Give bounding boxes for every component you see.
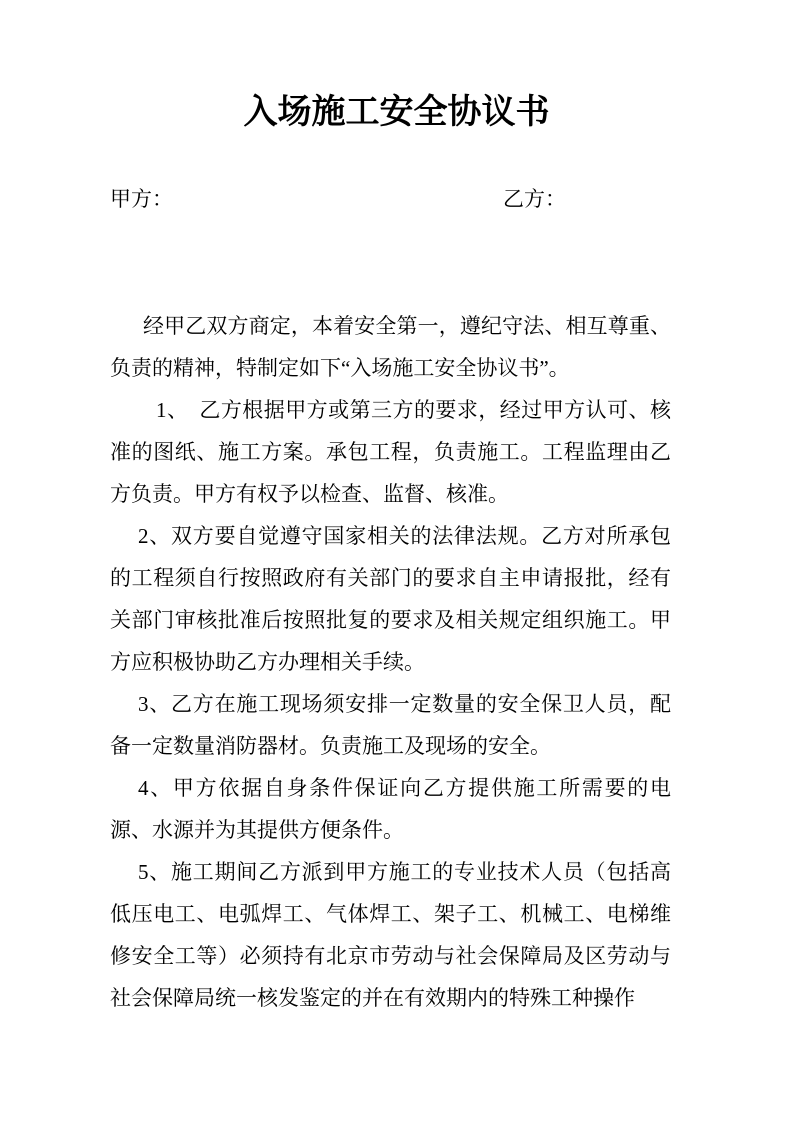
party-a-label: 甲方： [110,187,173,211]
document-title: 入场施工安全协议书 [243,94,550,131]
paragraph-clause-5: 5、施工期间乙方派到甲方施工的专业技术人员（包括高低压电工、电弧焊工、气体焊工、架子工、机械工、电梯维修安全工等）必须持有北京市劳动与社会保障局及区劳动与社会保障局统一核发鉴定的并在有效期内的特殊工种操作 [110,860,671,1010]
paragraph-clause-3: 3、乙方在施工现场须安排一定数量的安全保卫人员，配备一定数量消防器材。负责施工及现场的安全。 [110,692,671,758]
paragraph-clause-4: 4、甲方依据自身条件保证向乙方提供施工所需要的电源、水源并为其提供方便条件。 [110,776,671,842]
paragraph-intro: 经甲乙双方商定，本着安全第一，遵纪守法、相互尊重、负责的精神，特制定如下“入场施工安全协议书”。 [110,314,671,380]
party-b-label: 乙方： [503,187,566,211]
paragraph-clause-1: 1、 乙方根据甲方或第三方的要求，经过甲方认可、核准的图纸、施工方案。承包工程，负责施工。工程监理由乙方负责。甲方有权予以检查、监督、核准。 [110,398,671,506]
parties-row [110,178,671,220]
paragraph-clause-2: 2、双方要自觉遵守国家相关的法律法规。乙方对所承包的工程须自行按照政府有关部门的要求自主申请报批，经有关部门审核批准后按照批复的要求及相关规定组织施工。甲方应积极协助乙方办理相关手续。 [110,524,671,674]
document-body [110,305,671,1019]
